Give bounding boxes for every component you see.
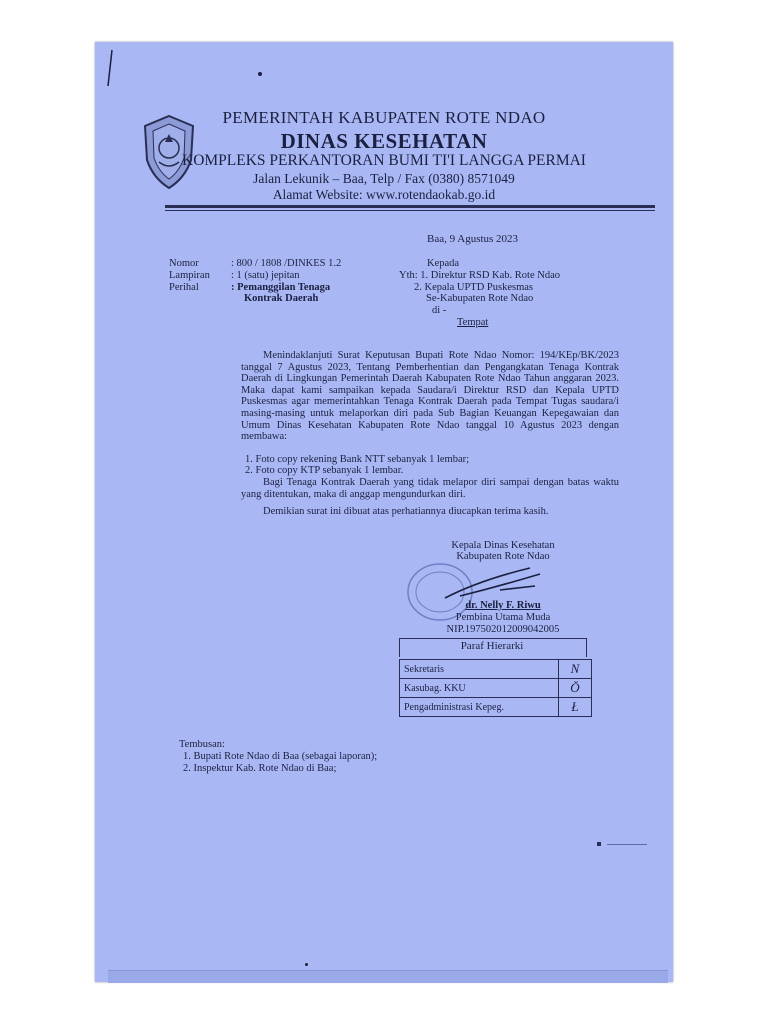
tembusan-item-2: 2. Inspektur Kab. Rote Ndao di Baa; (183, 763, 337, 774)
letterhead-divider-thick (165, 205, 655, 208)
body-list-item-2: 2. Foto copy KTP sebanyak 1 lembar. (245, 465, 404, 476)
tembusan-item-1: 1. Bupati Rote Ndao di Baa (sebagai laporan); (183, 751, 378, 762)
signature-title-1: Kepala Dinas Kesehatan (451, 540, 555, 551)
body-list-item-1: 1. Foto copy rekening Bank NTT sebanyak 1 lembar; (245, 454, 470, 465)
table-row (400, 698, 592, 717)
ink-dot (258, 72, 262, 76)
letterhead-government: PEMERINTAH KABUPATEN ROTE NDAO (222, 108, 546, 127)
paraf-role: Pengadministrasi Kepeg. (400, 698, 559, 717)
paraf-table (399, 659, 592, 717)
letterhead-divider-thin (165, 210, 655, 211)
document-page (95, 42, 673, 982)
recipient-kepada: Kepada (427, 258, 460, 269)
table-row (400, 679, 592, 698)
paraf-role: Kasubag. KKU (400, 679, 559, 698)
recipient-line-2: 2. Kepala UPTD Puskesmas (414, 282, 533, 293)
body-paragraph-3: Demikian surat ini dibuat atas perhatiannya diucapkan terima kasih. (263, 506, 549, 517)
signatory-nip: NIP.197502012009042005 (446, 624, 560, 635)
letterhead-address: Jalan Lekunik – Baa, Telp / Fax (0380) 8571049 (253, 171, 515, 186)
letterhead-complex: KOMPLEKS PERKANTORAN BUMI TI'I LANGGA PERMAI (182, 152, 586, 169)
letterhead-agency: DINAS KESEHATAN (280, 129, 488, 153)
nomor-label: Nomor (169, 258, 199, 269)
paraf-initial: Ł (559, 698, 592, 717)
perihal-value-cont: Kontrak Daerah (244, 293, 319, 304)
handwritten-signature (440, 560, 550, 605)
recipient-line-5: Tempat (457, 317, 489, 328)
perihal-value: : Pemanggilan Tenaga (231, 282, 331, 293)
scanner-watermark (597, 835, 647, 838)
recipient-line-1: Yth: 1. Direktur RSD Kab. Rote Ndao (399, 270, 560, 281)
lampiran-label: Lampiran (169, 270, 210, 281)
paraf-title: Paraf Hierarki (460, 640, 524, 652)
paraf-initial: Ŏ (559, 679, 592, 698)
letter-date: Baa, 9 Agustus 2023 (427, 233, 519, 245)
perihal-label: Perihal (169, 282, 199, 293)
paraf-role: Sekretaris (400, 660, 559, 679)
signature-title-2: Kabupaten Rote Ndao (456, 551, 550, 562)
lampiran-value: : 1 (satu) jepitan (231, 270, 300, 281)
tembusan-label: Tembusan: (179, 739, 225, 750)
body-paragraph-2: Bagi Tenaga Kontrak Daerah yang tidak melapor diri sampai dengan batas waktu yang ditentukan, maka di anggap mengundurkan diri. (241, 477, 619, 500)
recipient-line-3: Se-Kabupaten Rote Ndao (426, 293, 534, 304)
letterhead-website: Alamat Website: www.rotendaokab.go.id (272, 187, 496, 202)
ink-dot (305, 963, 308, 966)
pen-stroke-mark (100, 48, 120, 88)
nomor-value: : 800 / 1808 /DINKES 1.2 (231, 258, 342, 269)
signatory-name: dr. Nelly F. Riwu (465, 600, 541, 611)
signatory-rank: Pembina Utama Muda (455, 612, 551, 623)
paraf-initial: N (559, 660, 592, 679)
recipient-line-4: di - (432, 305, 447, 316)
table-row (400, 660, 592, 679)
body-paragraph-1: Menindaklanjuti Surat Keputusan Bupati Rote Ndao Nomor: 194/KEp/BK/2023 tanggal 7 Agustus 2023, Tentang Pemberhentian dan Pengangkatan Tenaga Kontrak Daerah di Lingkungan Pemerintah Daerah Kabupaten Rote Ndao Tahun anggaran 2023. Maka dapat kami sampaikan kepada Saudara/i Direktur RSD dan Kepala UPTD Puskesmas agar memerintahkan Tenaga Kontrak Daerah pada Tempat Tugas saudara/i masing-masing untuk melaporkan diri pada Sub Bagian Keuangan Kepegawaian dan Umum Dinas Kesehatan Kabupaten Rote Ndao tanggal 10 Agustus 2023 dengan membawa: (241, 350, 619, 443)
paper-stack-edge (108, 970, 668, 983)
